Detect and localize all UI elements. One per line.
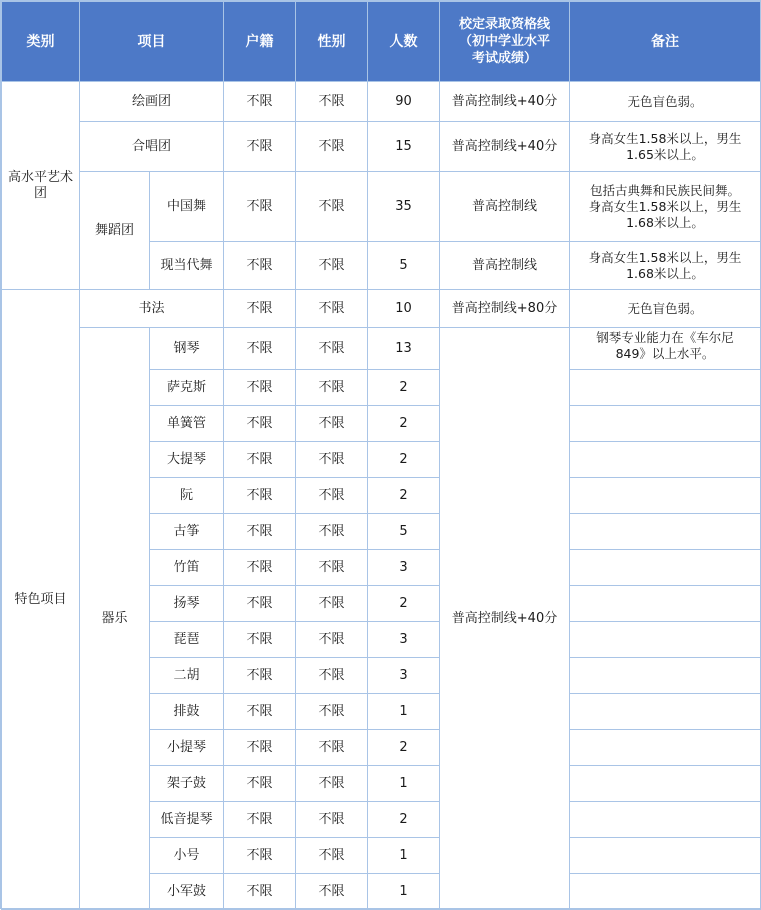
count-cell: 1 (368, 766, 440, 802)
note-line: 1.68米以上。 (626, 265, 704, 281)
project-name: 绘画团 (80, 82, 224, 122)
note-cell (570, 172, 761, 242)
note-cell (570, 694, 761, 730)
project-name: 现当代舞 (150, 242, 224, 290)
gender-cell: 不限 (296, 478, 368, 514)
header-note: 备注 (570, 2, 761, 82)
count-cell: 1 (368, 838, 440, 874)
count-cell: 10 (368, 290, 440, 328)
note-line: 无色盲色弱。 (627, 93, 703, 109)
hukou-cell: 不限 (224, 766, 296, 802)
project-name: 萨克斯 (150, 370, 224, 406)
count-cell: 2 (368, 442, 440, 478)
project-name: 大提琴 (150, 442, 224, 478)
gender-cell: 不限 (296, 370, 368, 406)
hukou-cell: 不限 (224, 328, 296, 370)
gender-cell: 不限 (296, 406, 368, 442)
hukou-cell: 不限 (224, 838, 296, 874)
header-count: 人数 (368, 2, 440, 82)
gender-cell: 不限 (296, 622, 368, 658)
count-cell: 3 (368, 550, 440, 586)
count-cell: 3 (368, 622, 440, 658)
hukou-cell: 不限 (224, 122, 296, 172)
score-line-cell: 普高控制线+40分 (440, 82, 570, 122)
header-score-line-3: 考试成绩） (471, 51, 537, 66)
score-line-cell: 普高控制线 (440, 242, 570, 290)
group-instrument: 器乐 (80, 328, 150, 910)
gender-cell: 不限 (296, 550, 368, 586)
gender-cell: 不限 (296, 328, 368, 370)
category-art-troupe: 高水平艺术团 (2, 82, 80, 290)
hukou-cell: 不限 (224, 478, 296, 514)
count-cell: 3 (368, 658, 440, 694)
table-body (2, 82, 761, 910)
header-score-line-2: （初中学业水平 (458, 34, 550, 49)
score-line-cell: 普高控制线+40分 (440, 122, 570, 172)
project-name: 小号 (150, 838, 224, 874)
note-cell (570, 406, 761, 442)
table-row (2, 328, 761, 370)
gender-cell: 不限 (296, 290, 368, 328)
project-name: 书法 (80, 290, 224, 328)
score-line-cell: 普高控制线 (440, 172, 570, 242)
gender-cell: 不限 (296, 82, 368, 122)
note-cell (570, 478, 761, 514)
note-cell (570, 658, 761, 694)
gender-cell: 不限 (296, 838, 368, 874)
count-cell: 2 (368, 370, 440, 406)
table-row (2, 82, 761, 122)
note-cell (570, 802, 761, 838)
count-cell: 2 (368, 802, 440, 838)
note-line: 无色盲色弱。 (627, 300, 703, 316)
count-cell: 2 (368, 478, 440, 514)
hukou-cell: 不限 (224, 82, 296, 122)
hukou-cell: 不限 (224, 550, 296, 586)
table-row (2, 122, 761, 172)
header-score-line (440, 2, 570, 82)
count-cell: 1 (368, 874, 440, 910)
gender-cell: 不限 (296, 874, 368, 910)
note-line: 身高女生1.58米以上，男生 (588, 198, 742, 214)
note-line: 1.68米以上。 (626, 214, 704, 230)
note-line: 身高女生1.58米以上，男生 (588, 130, 742, 146)
note-cell (570, 550, 761, 586)
count-cell: 13 (368, 328, 440, 370)
hukou-cell: 不限 (224, 290, 296, 328)
note-line: 1.65米以上。 (626, 146, 704, 162)
project-name: 架子鼓 (150, 766, 224, 802)
category-special: 特色项目 (2, 290, 80, 910)
admission-table (1, 1, 761, 910)
gender-cell: 不限 (296, 242, 368, 290)
project-name: 合唱团 (80, 122, 224, 172)
note-cell (570, 514, 761, 550)
count-cell: 2 (368, 730, 440, 766)
gender-cell: 不限 (296, 694, 368, 730)
hukou-cell: 不限 (224, 694, 296, 730)
hukou-cell: 不限 (224, 622, 296, 658)
hukou-cell: 不限 (224, 658, 296, 694)
score-line-cell: 普高控制线+80分 (440, 290, 570, 328)
project-name: 竹笛 (150, 550, 224, 586)
project-name: 古筝 (150, 514, 224, 550)
gender-cell: 不限 (296, 122, 368, 172)
note-cell (570, 838, 761, 874)
header-project: 项目 (80, 2, 224, 82)
note-cell (570, 766, 761, 802)
project-name: 二胡 (150, 658, 224, 694)
hukou-cell: 不限 (224, 514, 296, 550)
note-cell (570, 242, 761, 290)
note-cell (570, 730, 761, 766)
count-cell: 90 (368, 82, 440, 122)
project-name: 琵琶 (150, 622, 224, 658)
gender-cell: 不限 (296, 586, 368, 622)
project-name: 小军鼓 (150, 874, 224, 910)
header-score-line-1: 校定录取资格线 (458, 17, 550, 32)
hukou-cell: 不限 (224, 802, 296, 838)
note-cell (570, 290, 761, 328)
count-cell: 2 (368, 586, 440, 622)
gender-cell: 不限 (296, 766, 368, 802)
note-cell (570, 874, 761, 910)
count-cell: 5 (368, 514, 440, 550)
project-name: 单簧管 (150, 406, 224, 442)
hukou-cell: 不限 (224, 442, 296, 478)
count-cell: 5 (368, 242, 440, 290)
note-line: 身高女生1.58米以上，男生 (588, 249, 742, 265)
gender-cell: 不限 (296, 442, 368, 478)
hukou-cell: 不限 (224, 370, 296, 406)
note-cell (570, 622, 761, 658)
project-name: 钢琴 (150, 328, 224, 370)
hukou-cell: 不限 (224, 874, 296, 910)
gender-cell: 不限 (296, 658, 368, 694)
hukou-cell: 不限 (224, 406, 296, 442)
note-cell (570, 370, 761, 406)
count-cell: 2 (368, 406, 440, 442)
gender-cell: 不限 (296, 172, 368, 242)
project-name: 阮 (150, 478, 224, 514)
hukou-cell: 不限 (224, 730, 296, 766)
gender-cell: 不限 (296, 514, 368, 550)
count-cell: 15 (368, 122, 440, 172)
group-dance: 舞蹈团 (80, 172, 150, 290)
project-name: 扬琴 (150, 586, 224, 622)
note-line: 包括古典舞和民族民间舞。 (589, 182, 740, 198)
note-cell (570, 586, 761, 622)
header-category: 类别 (2, 2, 80, 82)
header-hukou: 户籍 (224, 2, 296, 82)
score-line-cell: 普高控制线+40分 (440, 328, 570, 910)
project-name: 中国舞 (150, 172, 224, 242)
note-cell (570, 442, 761, 478)
hukou-cell: 不限 (224, 172, 296, 242)
note-line: 849》以上水平。 (615, 346, 715, 361)
note-cell (570, 122, 761, 172)
project-name: 排鼓 (150, 694, 224, 730)
count-cell: 1 (368, 694, 440, 730)
table-row (2, 290, 761, 328)
note-line: 钢琴专业能力在《车尔尼 (596, 330, 734, 345)
note-cell (570, 82, 761, 122)
header-row (2, 2, 761, 82)
project-name: 小提琴 (150, 730, 224, 766)
gender-cell: 不限 (296, 730, 368, 766)
hukou-cell: 不限 (224, 586, 296, 622)
gender-cell: 不限 (296, 802, 368, 838)
note-cell (570, 328, 761, 370)
hukou-cell: 不限 (224, 242, 296, 290)
count-cell: 35 (368, 172, 440, 242)
table-row (2, 172, 761, 242)
header-gender: 性别 (296, 2, 368, 82)
project-name: 低音提琴 (150, 802, 224, 838)
